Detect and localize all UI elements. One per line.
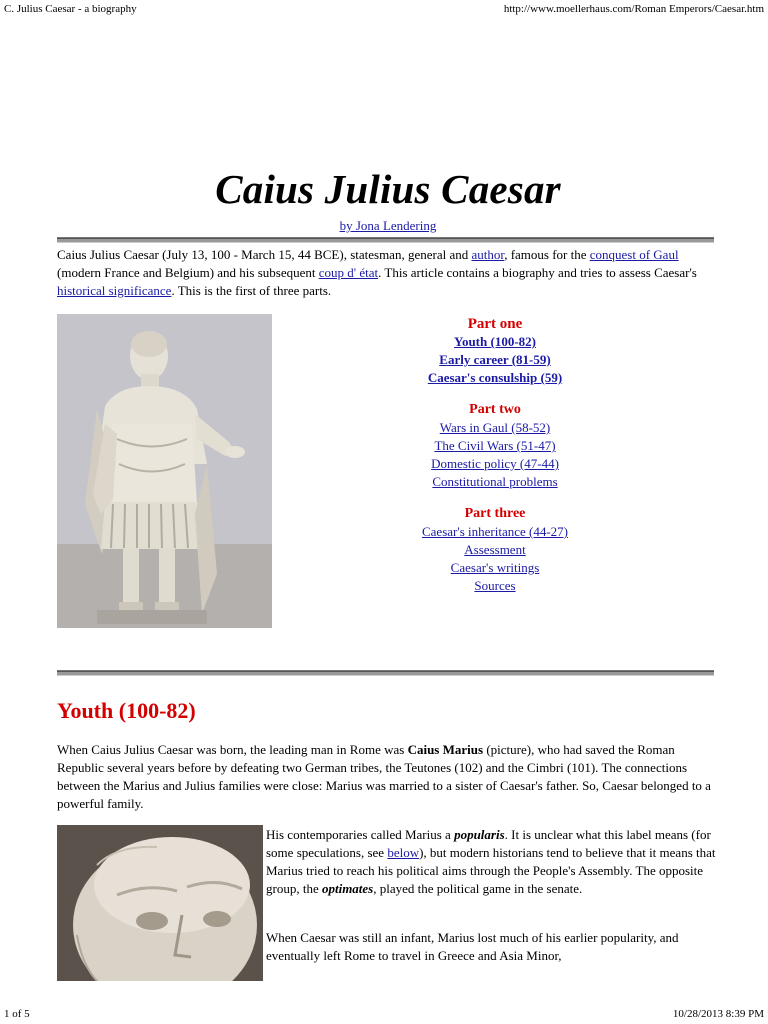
print-header-url: http://www.moellerhaus.com/Roman Emperors/Caesar.htm [503, 3, 764, 15]
print-header [4, 3, 764, 17]
caius-marius-bold: Caius Marius [407, 742, 484, 757]
historical-significance-link[interactable]: historical significance [57, 283, 172, 298]
toc-link-caesars-inheritance[interactable]: Caesar's inheritance (44-27) [421, 524, 568, 539]
toc-link-consulship[interactable]: Caesar's consulship (59) [427, 370, 563, 385]
toc-link-early-career[interactable]: Early career (81-59) [439, 352, 551, 367]
page-title: Caius Julius Caesar [215, 166, 561, 212]
toc-part-one-heading: Part one [467, 316, 523, 332]
table-of-contents [395, 315, 595, 609]
marius-bust-image [57, 825, 263, 981]
toc-part-three-heading: Part three [464, 506, 526, 521]
divider [57, 670, 714, 676]
below-link[interactable]: below [387, 845, 420, 860]
divider [57, 237, 714, 243]
section-heading-youth: Youth (100-82) [57, 698, 196, 723]
caesar-statue-image [57, 314, 272, 628]
print-footer [4, 1008, 764, 1022]
youth-paragraph-1: When Caius Julius Caesar was born, the leading man in Rome was Caius Marius (picture), who had saved the Roman Republic several years before by defeating two German tribes, the Teutones (102) and the Cimbri (101). The connections between the Marius and Julius families were close: Marius was married to a sister of Caesar's father. So, Caesar belonged to a powerful family. [57, 742, 711, 811]
youth-paragraph-2: His contemporaries called Marius a popularis. It is unclear what this label means (for some speculations, see below), but modern historians tend to believe that it means that Marius tried to reach his political aims through the People's Assembly. The opposite group, the optimates, played the political game in the senate. [266, 827, 716, 896]
intro-paragraph: Caius Julius Caesar (July 13, 100 - March 15, 44 BCE), statesman, general and author, famous for the conquest of Gaul (modern France and Belgium) and his subsequent coup d' état. This article contains a biography and tries to assess Caesar's historical significance. This is the first of three parts. [57, 247, 697, 298]
author-link[interactable]: by Jona Lendering [339, 218, 437, 233]
conquest-of-gaul-link[interactable]: conquest of Gaul [589, 247, 679, 262]
print-timestamp: 10/28/2013 8:39 PM [672, 1008, 764, 1020]
toc-part-two-heading: Part two [469, 402, 521, 417]
toc-link-sources[interactable]: Sources [474, 578, 516, 593]
toc-link-caesars-writings[interactable]: Caesar's writings [450, 560, 540, 575]
byline [0, 218, 768, 234]
toc-link-youth[interactable]: Youth (100-82) [454, 334, 536, 349]
optimates-term: optimates [321, 881, 374, 896]
youth-paragraph-3: When Caesar was still an infant, Marius lost much of his earlier popularity, and eventually left Rome to travel in Greece and Asia Minor, [266, 930, 679, 963]
toc-link-assessment[interactable]: Assessment [464, 542, 526, 557]
print-header-title: C. Julius Caesar - a biography [4, 3, 137, 15]
coup-detat-link[interactable]: coup d' état [318, 265, 379, 280]
toc-link-wars-in-gaul[interactable]: Wars in Gaul (58-52) [439, 420, 551, 435]
toc-link-civil-wars[interactable]: The Civil Wars (51-47) [434, 438, 556, 453]
toc-link-constitutional-problems[interactable]: Constitutional problems [432, 474, 558, 489]
toc-link-domestic-policy[interactable]: Domestic policy (47-44) [431, 456, 559, 471]
author-link-inline[interactable]: author [471, 247, 505, 262]
popularis-term: popularis [454, 827, 505, 842]
page-count: 1 of 5 [4, 1008, 30, 1020]
